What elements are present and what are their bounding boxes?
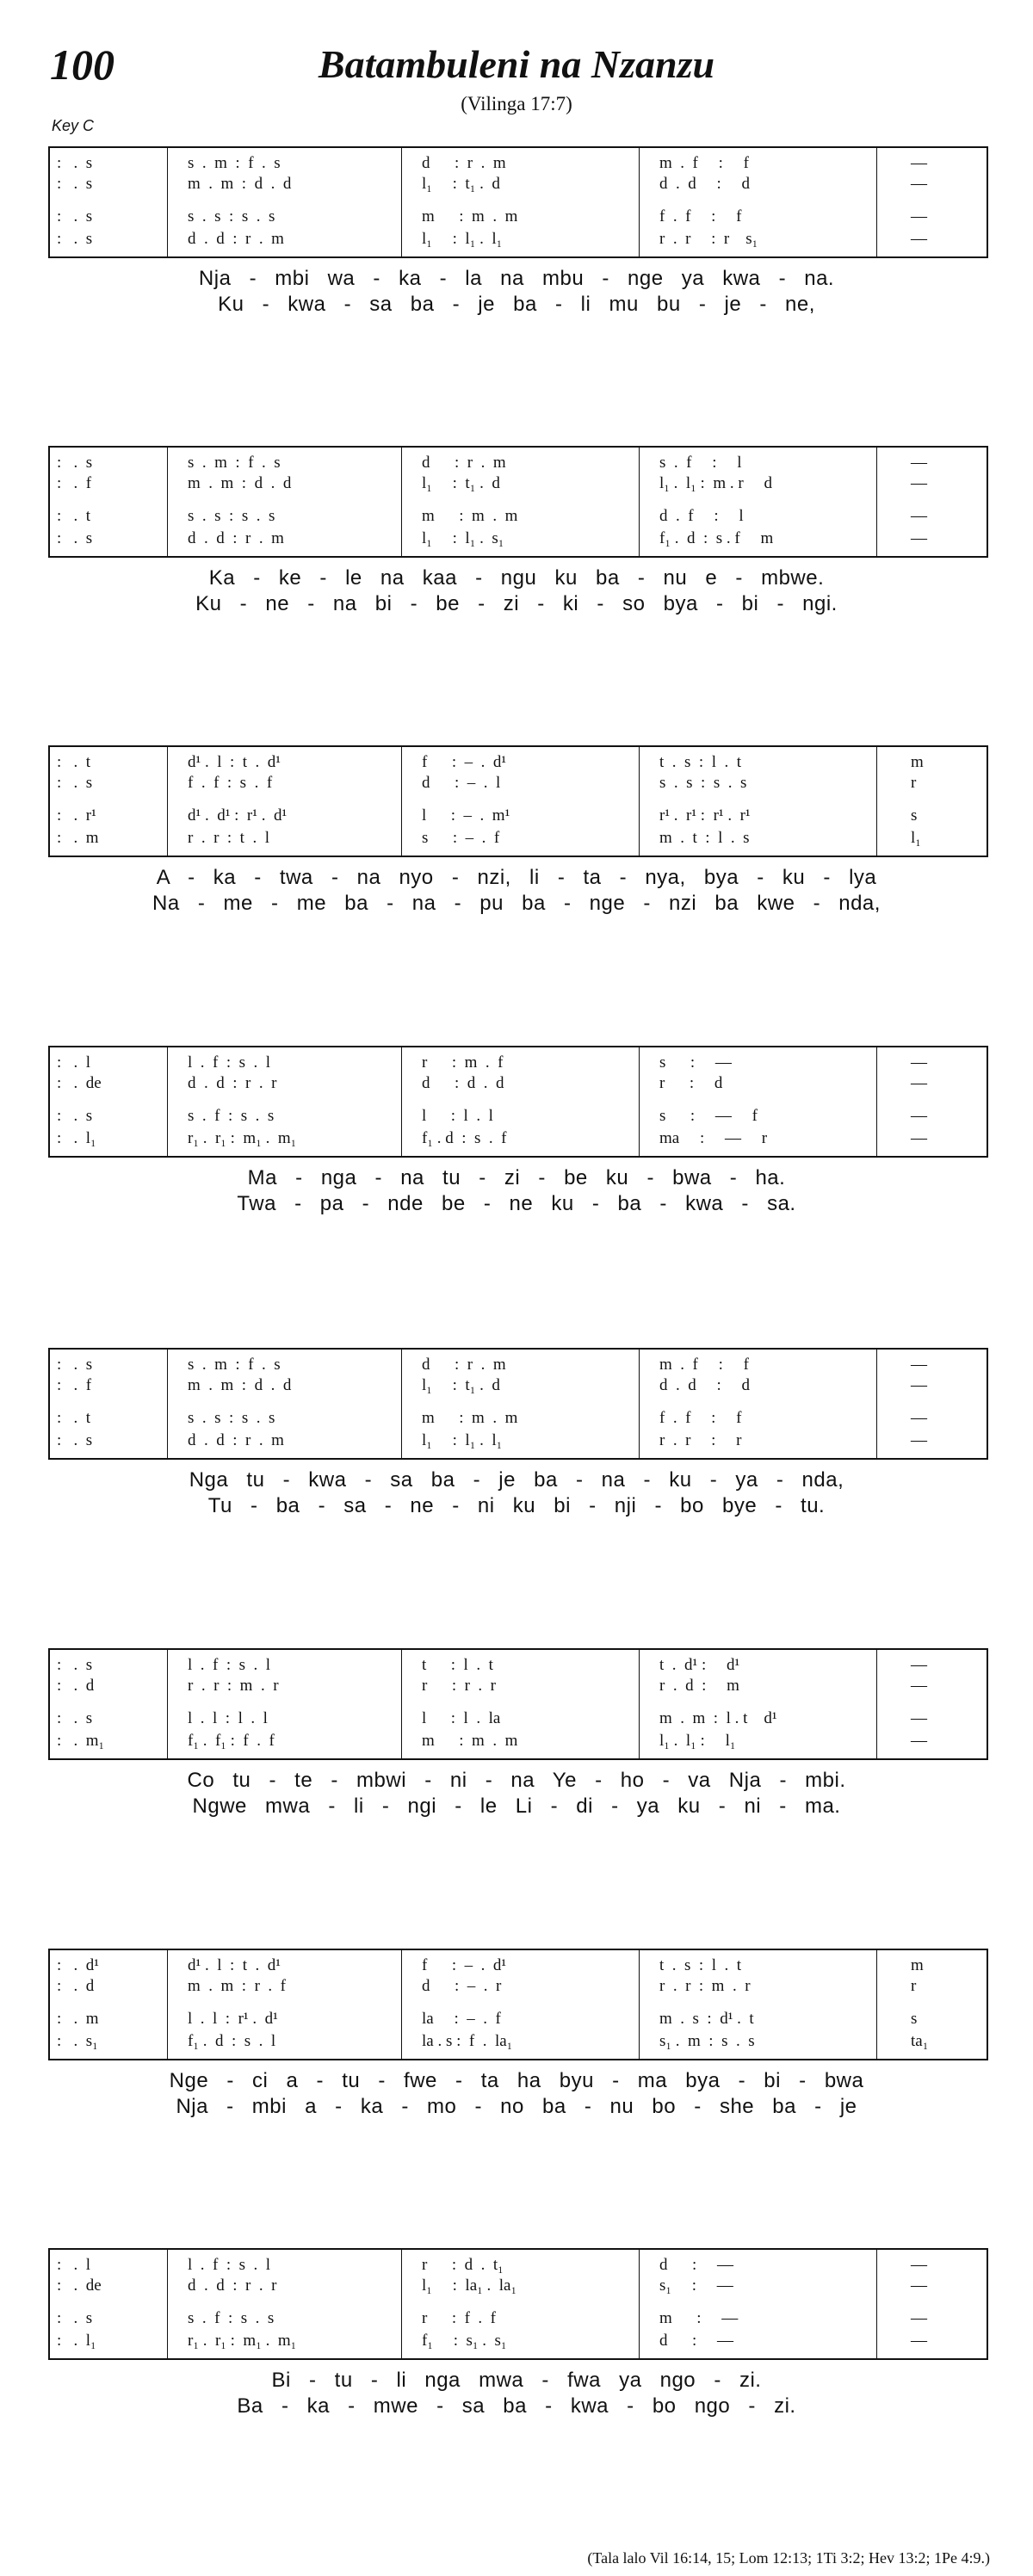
notation-cell: : . m [57,2010,99,2028]
notation-cell: : . s [57,154,93,172]
notation-cell: : . s [57,1709,93,1727]
notation-cell: r₁ . r₁ : m₁ . m₁ [188,2332,297,2350]
key-signature: Key C [52,117,95,134]
notation-cell: r . r : t . l [188,829,269,847]
notation-cell: d : d . d [422,1074,504,1092]
notation-cell: s : — [659,1053,732,1072]
notation-cell: l . f : s . l [188,1053,271,1072]
notation-cell: m : m . m [422,1409,518,1427]
voice-part-row [50,1375,987,1396]
notation-cell: f₁ : s₁ . s₁ [422,2332,507,2350]
notation-cell: t . s : l . t [659,1956,742,1974]
notation-cell: — [911,1107,927,1125]
notation-cell: m : m . m [422,207,518,225]
voice-part-row [50,153,987,174]
notation-cell: m [911,753,924,771]
notation-cell: d : — [659,2332,734,2350]
notation-cell: — [911,2309,927,2327]
lyric-line: Co tu - te - mbwi - ni - na Ye - ho - va Nja - mbi. [187,1769,846,1792]
notation-cell: m . s : d¹ . t [659,2010,754,2028]
notation-cell: r : r . r [422,1677,497,1695]
voice-part-row [50,1708,987,1729]
notation-cell: d : r . m [422,454,506,472]
notation-cell: s : — f [659,1107,758,1125]
notation-cell: — [911,1129,927,1147]
voice-part-row [50,752,987,773]
notation-cell: : . d [57,1677,95,1695]
voice-part-row [50,1430,987,1451]
lyric-line: Nga tu - kwa - sa ba - je ba - na - ku - ya - nda, [189,1468,844,1492]
notation-cell: — [911,2276,927,2295]
notation-cell: l₁ : l₁ . l₁ [422,1431,503,1449]
notation-cell: r . r : r s₁ [659,230,758,248]
notation-cell: m . m : d . d [188,1376,292,1394]
notation-cell: : . s [57,207,93,225]
voice-part-row [50,1976,987,1997]
lyric-line: A - ka - twa - na nyo - nzi, li - ta - nya, bya - ku - lya [156,866,877,889]
notation-cell: la : – . f [422,2010,501,2028]
notation-cell: s . s : s . s [188,507,275,525]
voice-part-row [50,1073,987,1094]
notation-cell: r [911,1977,917,1995]
lyric-line: Nge - ci a - tu - fwe - ta ha byu - ma bya - bi - bwa [169,2069,864,2092]
notation-cell: — [911,474,927,492]
notation-cell: f₁ . f₁ : f . f [188,1732,275,1750]
notation-cell: — [911,529,927,547]
notation-cell: r : d . t₁ [422,2256,504,2274]
notation-cell: s . s : s . s [188,207,275,225]
notation-cell: : . f [57,474,92,492]
notation-cell: : . s [57,1107,93,1125]
notation-cell: ta₁ [911,2032,929,2050]
notation-cell: r . r : r [659,1431,742,1449]
notation-cell: m . m : d . d [188,175,292,193]
lyric-line: Ngwe mwa - li - ngi - le Li - di - ya ku - ni - ma. [192,1795,841,1818]
notation-cell: r : d [659,1074,723,1092]
voice-part-row [50,1128,987,1149]
notation-cell: : . m [57,829,99,847]
score-system [48,1949,988,2060]
notation-cell: — [911,1053,927,1072]
notation-cell: m . f : f [659,1356,749,1374]
voice-part-row [50,174,987,195]
score-system [48,1648,988,1760]
voice-part-row [50,2255,987,2276]
notation-cell: — [911,1409,927,1427]
notation-cell: ma : — r [659,1129,768,1147]
notation-cell: l₁ : t₁ . d [422,1376,500,1394]
notation-cell: — [911,1709,927,1727]
notation-cell: l₁ . l₁ : m . r d [659,474,772,492]
notation-cell: l . f : s . l [188,1656,271,1674]
notation-cell: f₁ . d : s . f [422,1129,507,1147]
notation-cell: r [911,774,917,792]
notation-cell: s : – . f [422,829,500,847]
hymn-title: Batambuleni na Nzanzu [318,42,715,86]
notation-cell: : . s [57,2309,93,2327]
voice-part-row [50,828,987,849]
notation-cell: r . r : m . r [659,1977,751,1995]
voice-part-row [50,2331,987,2351]
notation-cell: : . l [57,1053,91,1072]
notation-cell: l . l : r¹ . d¹ [188,2010,278,2028]
lyric-line: Ma - nga - na tu - zi - be ku - bwa - ha. [247,1166,786,1189]
notation-cell: l₁ [911,829,921,847]
notation-cell: r : f . f [422,2309,497,2327]
voice-part-row [50,1731,987,1751]
notation-cell: — [911,154,927,172]
scripture-reference: (Vilinga 17:7) [461,93,572,114]
notation-cell: — [911,207,927,225]
notation-cell: s . m : f . s [188,154,281,172]
lyric-line: Ku - ne - na bi - be - zi - ki - so bya - bi - ngi. [195,592,838,615]
notation-cell: d : r . m [422,154,506,172]
notation-cell: : . t [57,507,91,525]
score-system [48,146,988,258]
notation-cell: d¹ . d¹ : r¹ . d¹ [188,806,288,825]
notation-cell: l₁ . l₁ : l₁ [659,1732,736,1750]
notation-cell: — [911,1732,927,1750]
notation-cell: d¹ . l : t . d¹ [188,1956,281,1974]
voice-part-row [50,2276,987,2296]
notation-cell: s . f : s . s [188,2309,275,2327]
notation-cell: m : m . m [422,1732,518,1750]
notation-cell: m [911,1956,924,1974]
notation-cell: s . f : s . s [188,1107,275,1125]
notation-cell: — [911,1074,927,1092]
notation-cell: d . d : r . r [188,1074,277,1092]
notation-cell: : . m₁ [57,1732,105,1750]
voice-part-row [50,2031,987,2052]
lyric-line: Nja - mbi a - ka - mo - no ba - nu bo - she ba - je [176,2095,857,2118]
notation-cell: : . s [57,175,93,193]
score-system [48,446,988,558]
notation-cell: s . s : s . s [659,774,747,792]
voice-part-row [50,2308,987,2329]
voice-part-row [50,229,987,250]
notation-cell: : . f [57,1376,92,1394]
notation-cell: : . s [57,230,93,248]
notation-cell: l₁ : la₁ . la₁ [422,2276,517,2295]
lyric-line: Twa - pa - nde be - ne ku - ba - kwa - sa. [237,1192,796,1215]
notation-cell: — [911,1656,927,1674]
notation-cell: m . f : f [659,154,749,172]
notation-cell: f : – . d¹ [422,753,507,771]
lyric-line: Ku - kwa - sa ba - je ba - li mu bu - je - ne, [218,293,815,316]
lyric-line: Tu - ba - sa - ne - ni ku bi - nji - bo bye - tu. [207,1494,826,1517]
notation-cell: d : — [659,2256,734,2274]
voice-part-row [50,773,987,794]
lyric-line: Na - me - me ba - na - pu ba - nge - nzi ba kwe - nda, [152,892,881,915]
notation-cell: m : — [659,2309,739,2327]
voice-part-row [50,1053,987,1073]
voice-part-row [50,806,987,826]
notation-cell: : . s [57,1656,93,1674]
notation-cell: la . s : f . la₁ [422,2032,513,2050]
notation-cell: d : – . r [422,1977,502,1995]
notation-cell: f₁ . d : s . f m [659,529,774,547]
notation-cell: m . m : r . f [188,1977,286,1995]
notation-cell: : . s [57,454,93,472]
notation-cell: l : – . m¹ [422,806,510,825]
notation-cell: d . d : r . m [188,230,284,248]
notation-cell: : . r¹ [57,806,96,825]
lyric-line: Bi - tu - li nga mwa - fwa ya ngo - zi. [271,2369,762,2392]
voice-part-row [50,1676,987,1696]
notation-cell: f₁ . d : s . l [188,2032,276,2050]
notation-cell: t . d¹ : d¹ [659,1656,740,1674]
score-system [48,1348,988,1460]
notation-cell: : . s [57,774,93,792]
notation-cell: — [911,507,927,525]
notation-cell: l . l : l . l [188,1709,268,1727]
notation-cell: f . f : f [659,207,742,225]
notation-cell: t : l . t [422,1656,493,1674]
notation-cell: r : m . f [422,1053,504,1072]
notation-cell: : . de [57,2276,102,2295]
notation-cell: : . s [57,529,93,547]
notation-cell: — [911,175,927,193]
notation-cell: : . l₁ [57,1129,96,1147]
hymn-number: 100 [50,40,114,89]
score-system [48,2248,988,2360]
notation-cell: l : l . la [422,1709,501,1727]
notation-cell: l₁ : l₁ . s₁ [422,529,504,547]
notation-cell: f . f : s . f [188,774,273,792]
notation-cell: : . d [57,1977,95,1995]
notation-cell: s [911,2010,918,2028]
notation-cell: m . m : d . d [188,474,292,492]
notation-cell: f : – . d¹ [422,1956,507,1974]
notation-cell: : . s [57,1356,93,1374]
voice-part-row [50,453,987,473]
notation-cell: l₁ : t₁ . d [422,474,500,492]
notation-cell: f . f : f [659,1409,742,1427]
notation-cell: — [911,230,927,248]
notation-cell: t . s : l . t [659,753,742,771]
notation-cell: s . m : f . s [188,454,281,472]
voice-part-row [50,207,987,227]
voice-part-row [50,2009,987,2029]
notation-cell: r¹ . r¹ : r¹ . r¹ [659,806,751,825]
notation-cell: d . d : d [659,1376,751,1394]
notation-cell: — [911,2256,927,2274]
notation-cell: s [911,806,918,825]
voice-part-row [50,1106,987,1127]
notation-cell: m . t : l . s [659,829,750,847]
voice-part-row [50,1955,987,1976]
notation-cell: l : l . l [422,1107,493,1125]
voice-part-row [50,473,987,494]
voice-part-row [50,528,987,549]
notation-cell: s . f : l [659,454,742,472]
notation-cell: — [911,1356,927,1374]
notation-cell: d . f : l [659,507,744,525]
score-system [48,1046,988,1158]
notation-cell: s . s : s . s [188,1409,275,1427]
notation-cell: r . d : m [659,1677,739,1695]
notation-cell: — [911,1677,927,1695]
notation-cell: m : m . m [422,507,518,525]
notation-cell: d . d : r . m [188,529,284,547]
voice-part-row [50,1355,987,1375]
notation-cell: d . d : d [659,175,751,193]
notation-cell: l . f : s . l [188,2256,271,2274]
lyric-line: Ka - ke - le na kaa - ngu ku ba - nu e - mbwe. [208,566,825,590]
notation-cell: : . s [57,1431,93,1449]
lyric-line: Ba - ka - mwe - sa ba - kwa - bo ngo - zi. [237,2394,796,2418]
notation-cell: — [911,454,927,472]
notation-cell: d . d : r . r [188,2276,277,2295]
footer-references: (Tala lalo Vil 16:14, 15; Lom 12:13; 1Ti 3:2; Hev 13:2; 1Pe 4:9.) [587,2549,990,2567]
notation-cell: l₁ : t₁ . d [422,175,500,193]
notation-cell: d : – . l [422,774,501,792]
notation-cell: : . l [57,2256,91,2274]
notation-cell: s . m : f . s [188,1356,281,1374]
voice-part-row [50,506,987,527]
notation-cell: : . l₁ [57,2332,96,2350]
voice-part-row [50,1655,987,1676]
notation-cell: — [911,1376,927,1394]
notation-cell: : . t [57,753,91,771]
notation-cell: s₁ : — [659,2276,733,2295]
notation-cell: d : r . m [422,1356,506,1374]
notation-cell: r . r : m . r [188,1677,279,1695]
notation-cell: : . s₁ [57,2032,98,2050]
score-system [48,745,988,857]
notation-cell: m . m : l . t d¹ [659,1709,777,1727]
notation-cell: : . de [57,1074,102,1092]
notation-cell: d¹ . l : t . d¹ [188,753,281,771]
lyric-line: Nja - mbi wa - ka - la na mbu - nge ya kwa - na. [198,267,835,290]
notation-cell: d . d : r . m [188,1431,284,1449]
notation-cell: r₁ . r₁ : m₁ . m₁ [188,1129,297,1147]
notation-cell: : . d¹ [57,1956,99,1974]
voice-part-row [50,1408,987,1429]
notation-cell: : . t [57,1409,91,1427]
notation-cell: l₁ : l₁ . l₁ [422,230,503,248]
notation-cell: — [911,1431,927,1449]
notation-cell: s₁ . m : s . s [659,2032,755,2050]
notation-cell: — [911,2332,927,2350]
